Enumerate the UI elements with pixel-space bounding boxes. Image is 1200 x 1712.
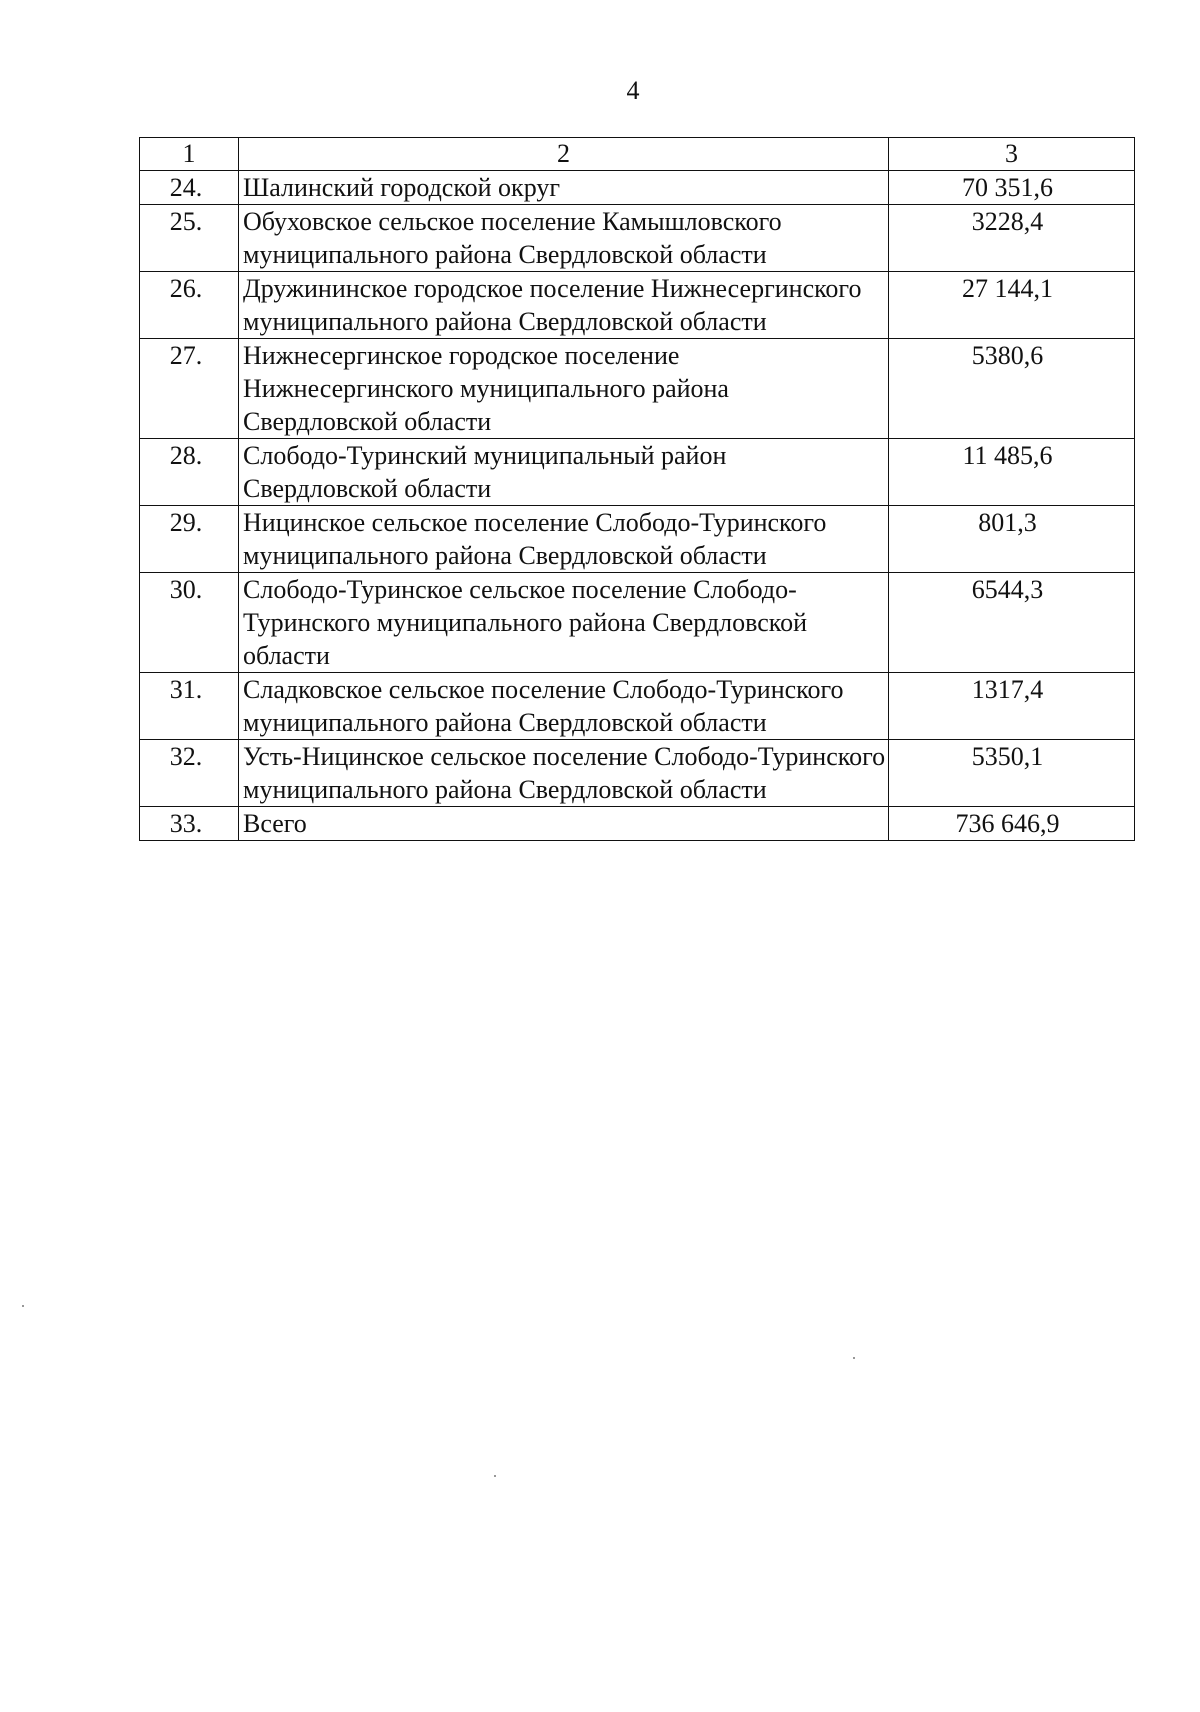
table-row — [140, 673, 1135, 740]
table-row — [140, 171, 1135, 205]
row-name: Шалинский городской округ — [239, 171, 889, 205]
row-number: 28. — [140, 439, 239, 506]
table-header-row — [140, 138, 1135, 171]
column-header-name: 2 — [239, 138, 889, 171]
column-header-number: 1 — [140, 138, 239, 171]
row-name: Обуховское сельское поселение Камышловского муниципального района Свердловской области — [239, 205, 889, 272]
row-name: Сладковское сельское поселение Слободо-Туринского муниципального района Свердловской области — [239, 673, 889, 740]
row-value: 5380,6 — [889, 339, 1135, 439]
row-number: 31. — [140, 673, 239, 740]
row-value: 70 351,6 — [889, 171, 1135, 205]
page-number: 4 — [626, 76, 640, 105]
row-number: 30. — [140, 573, 239, 673]
scan-speck — [853, 1357, 855, 1359]
row-value: 3228,4 — [889, 205, 1135, 272]
row-value: 5350,1 — [889, 740, 1135, 807]
row-value: 801,3 — [889, 506, 1135, 573]
table-row — [140, 740, 1135, 807]
row-number: 32. — [140, 740, 239, 807]
row-number: 24. — [140, 171, 239, 205]
row-number: 25. — [140, 205, 239, 272]
row-name: Усть-Ницинское сельское поселение Слободо-Туринского муниципального района Свердловской области — [239, 740, 889, 807]
column-header-value: 3 — [889, 138, 1135, 171]
row-name: Нижнесергинское городское поселение Нижнесергинского муниципального района Свердловской области — [239, 339, 889, 439]
row-value: 1317,4 — [889, 673, 1135, 740]
row-value: 6544,3 — [889, 573, 1135, 673]
table-row — [140, 573, 1135, 673]
budget-table — [139, 137, 1135, 841]
table-row — [140, 272, 1135, 339]
row-name: Слободо-Туринский муниципальный район Свердловской области — [239, 439, 889, 506]
scan-speck — [22, 1305, 24, 1307]
row-value: 27 144,1 — [889, 272, 1135, 339]
row-number: 33. — [140, 807, 239, 841]
table-row — [140, 506, 1135, 573]
scan-speck — [494, 1475, 496, 1477]
row-value: 11 485,6 — [889, 439, 1135, 506]
row-name: Дружининское городское поселение Нижнесергинского муниципального района Свердловской области — [239, 272, 889, 339]
table-row — [140, 439, 1135, 506]
row-value: 736 646,9 — [889, 807, 1135, 841]
row-name: Всего — [239, 807, 889, 841]
table-total-row — [140, 807, 1135, 841]
row-name: Слободо-Туринское сельское поселение Слободо-Туринского муниципального района Свердловской области — [239, 573, 889, 673]
table-row — [140, 339, 1135, 439]
table-row — [140, 205, 1135, 272]
row-number: 26. — [140, 272, 239, 339]
row-number: 29. — [140, 506, 239, 573]
row-number: 27. — [140, 339, 239, 439]
row-name: Ницинское сельское поселение Слободо-Туринского муниципального района Свердловской области — [239, 506, 889, 573]
